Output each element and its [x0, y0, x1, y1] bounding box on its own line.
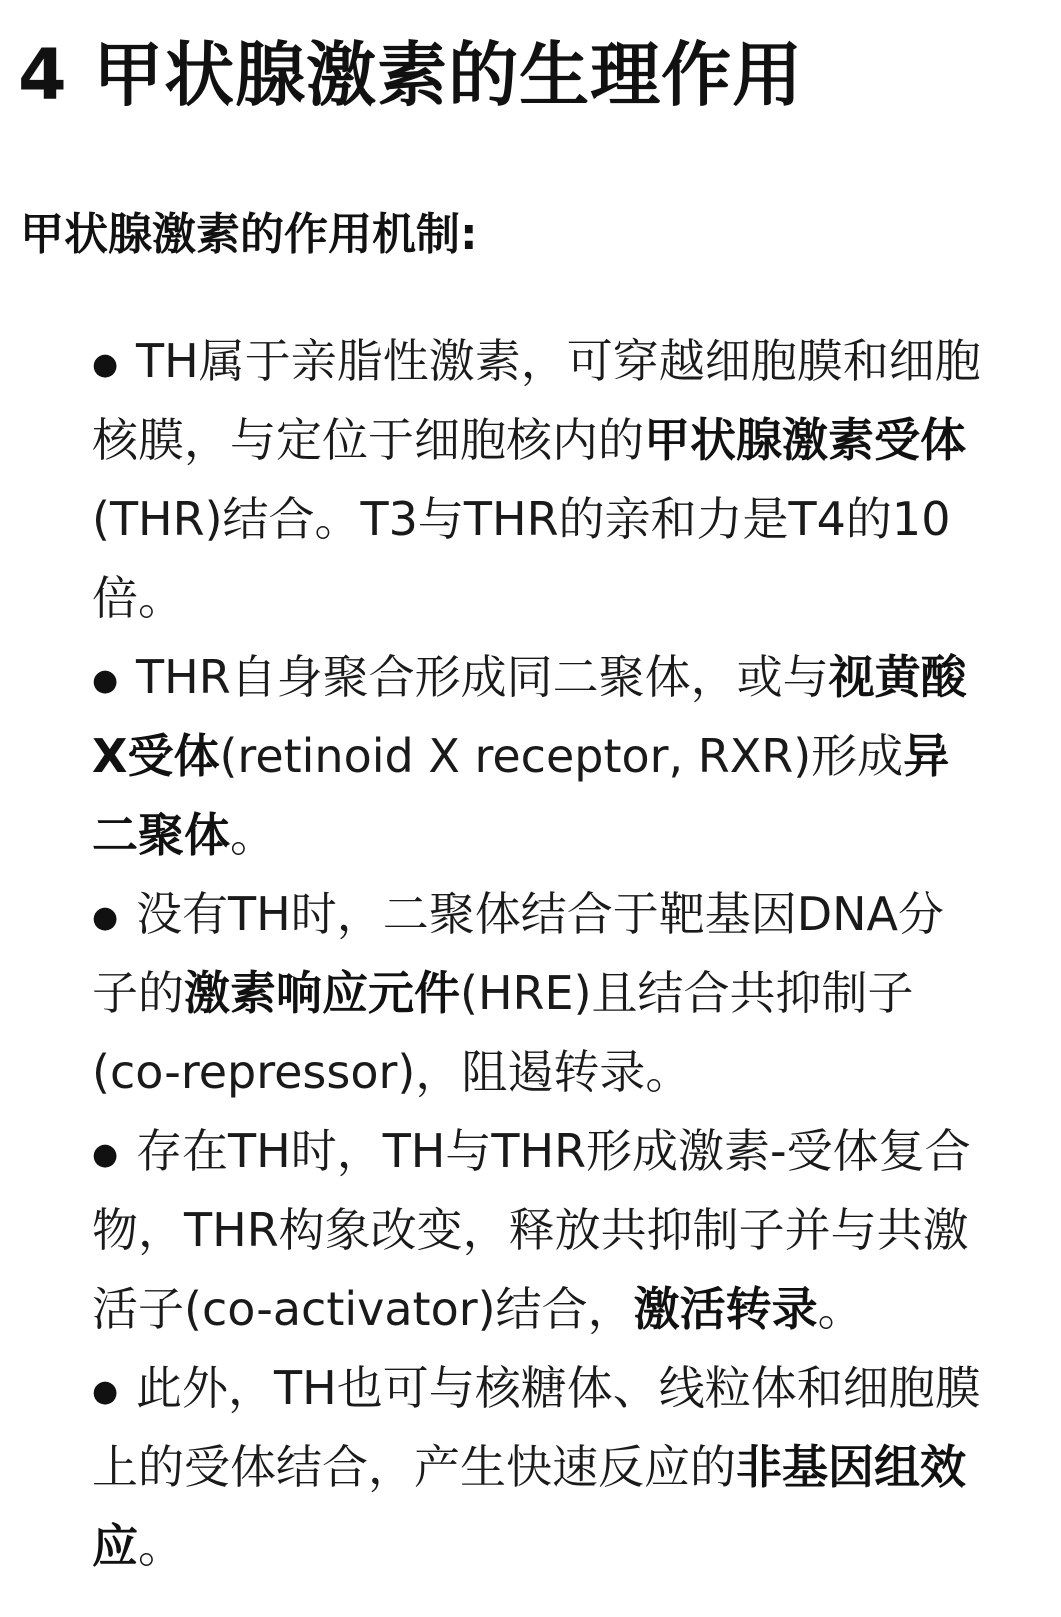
bullet-icon: ●: [92, 1373, 119, 1409]
bullet-list: [92, 322, 987, 1586]
list-item: [92, 875, 987, 1112]
text-segment: 。: [817, 1282, 864, 1336]
bold-term: 激素响应元件: [184, 966, 460, 1020]
bold-term: 异二聚体: [92, 729, 950, 862]
text-segment: 没有TH时，二聚体结合于靶基因DNA分子的: [92, 887, 944, 1020]
list-item: [92, 1112, 987, 1349]
bold-term: 视黄酸X受体: [92, 650, 967, 783]
page-title: 4 甲状腺激素的生理作用: [18, 34, 804, 116]
text-segment: 此外，TH也可与核糖体、线粒体和细胞膜上的受体结合，产生快速反应的: [92, 1361, 981, 1494]
list-item: [92, 638, 987, 875]
list-item: [92, 322, 987, 638]
bullet-icon: ●: [92, 346, 119, 382]
list-item: [92, 1349, 987, 1586]
bullet-icon: ●: [92, 1136, 119, 1172]
section-heading: 甲状腺激素的作用机制:: [20, 209, 478, 260]
text-segment: 存在TH时，TH与THR形成激素-受体复合物，THR构象改变，释放共抑制子并与共激活子(co-activator)结合，: [92, 1124, 971, 1336]
text-segment: 。: [138, 1519, 184, 1573]
text-segment: (THR)结合。T3与THR的亲和力是T4的10倍。: [92, 492, 951, 625]
bold-term: 激活转录: [633, 1282, 818, 1336]
text-segment: THR自身聚合形成同二聚体，或与: [136, 650, 829, 704]
text-segment: (HRE)且结合共抑制子(co-repressor)，阻遏转录。: [92, 966, 914, 1099]
bullet-icon: ●: [92, 899, 119, 935]
bold-term: 非基因组效应: [92, 1440, 966, 1573]
text-segment: TH属于亲脂性激素，可穿越细胞膜和细胞核膜，与定位于细胞核内的: [92, 334, 981, 467]
text-segment: (retinoid X receptor, RXR)形成: [219, 729, 904, 783]
bold-term: 甲状腺激素受体: [644, 413, 966, 467]
bullet-icon: ●: [92, 662, 119, 698]
text-segment: 。: [230, 808, 276, 862]
